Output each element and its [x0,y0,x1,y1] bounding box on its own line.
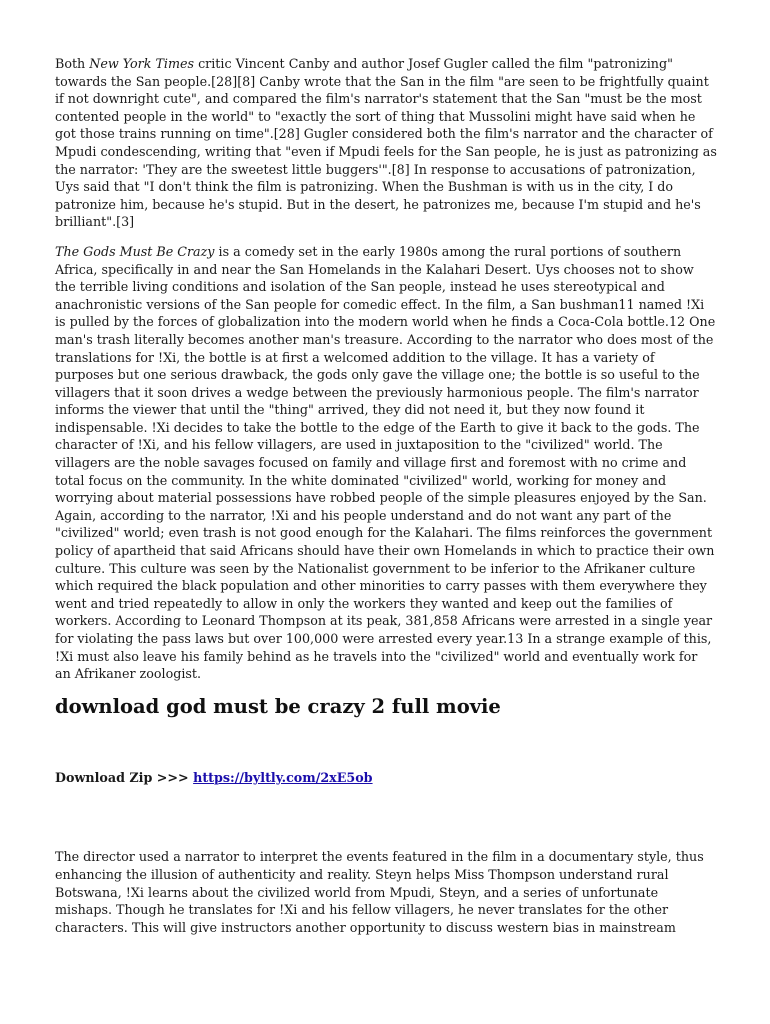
film-title: The Gods Must Be Crazy [55,243,215,259]
paragraph-summary-body: is a comedy set in the early 1980s among the rural portions of southern Africa, specifically in and near the San Homelands in the Kalahari Desert. Uys chooses not to show the terrible living conditions and isolation of the San people, instead he uses stereotypical and anachronistic versions of the San people for comedic effect. In the film, a San bushman11 named !Xi is pulled by the forces of globalization into the modern world when he finds a Coca-Cola bottle.12 One man's trash literally becomes another man's treasure. According to the narrator who does most of the translations for !Xi, the bottle is at first a welcomed addition to the village. It has a variety of purposes but one serious drawback, the gods only gave the village one; the bottle is so useful to the villagers that it soon drives a wedge between the previously harmonious people. The film's narrator informs the viewer that until the "thing" arrived, they did not need it, but they now found it indispensable. !Xi decides to take the bottle to the edge of the Earth to give it back to the gods. The character of !Xi, and his fellow villagers, are used in juxtaposition to the "civilized" world. The villagers are the noble savages focused on family and village first and foremost with no crime and total focus on the community. In the white dominated "civilized" world, working for money and worrying about material possessions have robbed people of the simple pleasures enjoyed by the San. Again, according to the narrator, !Xi and his people understand and do not want any part of the "civilized" world; even trash is not good enough for the Kalahari. The films reinforces the government policy of apartheid that said Africans should have their own Homelands in which to practice their own culture. This culture was seen by the Nationalist government to be inferior to the Afrikaner culture which required the black population and other minorities to carry passes with them everywhere they went and tried repeatedly to allow in only the workers they wanted and keep out the families of workers. According to Leonard Thompson at its peak, 381,858 Africans were arrested in a single year for violating the pass laws but over 100,000 were arrested every year.13 In a strange example of this, !Xi must also leave his family behind as he travels into the "civilized" world and eventually work for an Afrikaner zoologist. [55,243,716,682]
document-page [55,55,717,948]
download-label: Download Zip >>> [55,769,194,785]
page-heading: download god must be crazy 2 full movie [55,694,501,718]
paragraph-summary [55,243,717,683]
download-line [55,769,717,787]
newspaper-title: New York Times [89,56,195,71]
paragraph-criticism-lead: Both [55,56,90,71]
download-link[interactable]: https://byltly.com/2xE5ob [193,769,373,785]
paragraph-criticism [55,55,717,231]
paragraph-director: The director used a narrator to interpret the events featured in the film in a documentary style, thus enhancing the illusion of authenticity and reality. Steyn helps Miss Thompson understand rural Botswana, !Xi learns about the civilized world from Mpudi, Steyn, and a series of unfortunate mishaps. Though he translates for !Xi and his fellow villagers, he never translates for the other characters. This will give instructors another opportunity to discuss western bias in mainstream [55,849,704,935]
paragraph-criticism-body: critic Vincent Canby and author Josef Gugler called the film "patronizing" towards the San people.[28][8] Canby wrote that the San in the film "are seen to be frightfully quaint if not downright cute", and compared the film's narrator's statement that the San "must be the most contented people in the world" to "exactly the sort of thing that Mussolini might have said when he got those trains running on time".[28] Gugler considered both the film's narrator and the character of Mpudi condescending, writing that "even if Mpudi feels for the San people, he is just as patronizing as the narrator: 'They are the sweetest little buggers'".[8] In response to accusations of patronization, Uys said that "I don't think the film is patronizing. When the Bushman is with us in the city, I do patronize him, because he's stupid. But in the desert, he patronizes me, because I'm stupid and he's brilliant".[3] [55,56,717,230]
